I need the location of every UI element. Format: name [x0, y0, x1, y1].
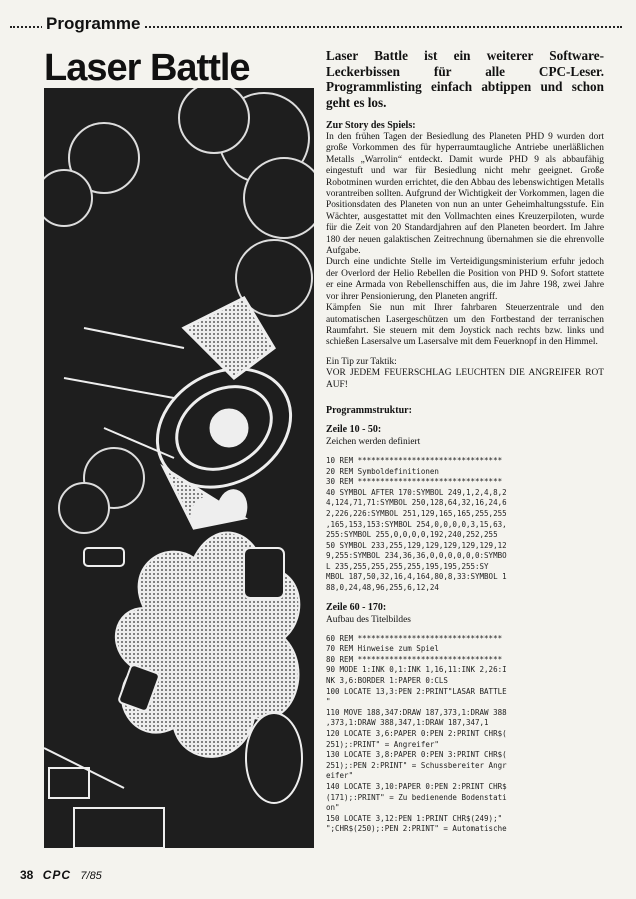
story-paragraph: Durch eine undichte Stelle im Verteidigungsministerium erfuhr jedoch der Overlord der Helio Rebellen die Position von PHD 9. Sofort stattete er eine Armada von Rebellenschiffen aus, die im Jahre 198, zwei Jahre vor ihrer Pensionierung, den Planeten angriff. [326, 257, 604, 302]
spaceship-illustration [44, 48, 314, 848]
code-listing: 10 REM ******************************** 20 REM Symboldefinitionen 30 REM ******************************** 40 SYMBOL AFTER 170:SYMBOL 249,1,2,4,8,2 4,124,71,71:SYMBOL 250,128,64,32,16,24,6 2,226,226:SYMBOL 251,129,165,165,255,255 ,165,153,153:SYMBOL 254,0,0,0,0,3,15,63, 255:SYMBOL 255,0,0,0,0,192,240,252,255 50 SYMBOL 233,255,129,129,129,129,129,12 9,255:SYMBOL 234,36,36,0,0,0,0,0,0:SYMBO L 235,255,255,255,255,195,195,255:SY MBOL 187,50,32,16,4,164,80,8,33:SYMBOL 1 88,0,24,48,96,255,6,12,24 [326, 455, 507, 593]
section-subtitle: Zeichen werden definiert [326, 436, 421, 447]
section-title: Zeile 60 - 170: [326, 601, 387, 613]
intro-paragraph: Laser Battle ist ein weiterer Software-Leckerbissen für alle CPC-Leser. Programmlisting einfach abtippen und schon geht es los. [326, 48, 604, 110]
illustration [44, 48, 314, 848]
page-footer [20, 868, 102, 882]
story-paragraph: In den frühen Tagen der Besiedlung des Planeten PHD 9 wurden dort große Vorkommen des für hyperraumtaugliche Antriebe unerläßlichen Metalls „Warrolin“ entdeckt. Damit wurde PHD 9 als abbaufähig eingestuft und war für Besiedlung nicht mehr geeignet. Große Robotminen wurden errichtet, die den Abbau des lebenswichtigen Metalls vorantreiben sollten. Aufgrund der Wichtigkeit der Vorkommen, lagen die Positionsdaten des Planeten von nun an unter Geheimhaltungsstufe. Ein Wächter, ausgestattet mit den Vollmachten eines Kreuzerpiloten, wurde für die Zeit von 20 Standardjahren auf den Planeten beordert. Im Jahre 180 der neuen galaktischen Zeitrechnung übernahmen sie die ehrenvolle Aufgabe. [326, 132, 604, 257]
story-paragraph: Kämpfen Sie nun mit Ihrer fahrbaren Steuerzentrale und den automatischen Lasergeschützen um den Fortbestand der terranischen Raumfahrt. Sie steuern mit dem Joystick nach rechts bzw. links und schießen Lasersalve um Lasersalve mit dem Feuerknopf in den Himmel. [326, 303, 604, 348]
story-title: Zur Story des Spiels: [326, 120, 416, 131]
structure-title: Programmstruktur: [326, 404, 412, 416]
article-body [326, 48, 604, 835]
tip-block [326, 357, 604, 391]
page-number: 38 [20, 868, 34, 882]
section-title: Zeile 10 - 50: [326, 423, 382, 435]
tip-title: Ein Tip zur Taktik: [326, 356, 397, 367]
article-headline: Laser Battle [44, 48, 314, 88]
code-listing: 60 REM ******************************** 70 REM Hinweise zum Spiel 80 REM ******************************** 90 MODE 1:INK 0,1:INK 1,16,11:INK 2,26:I NK 3,6:BORDER 1:PAPER 0:CLS 100 LOCATE 13,3:PEN 2:PRINT"LASAR BATTLE " 110 MOVE 188,347:DRAW 187,373,1:DRAW 388 ,373,1:DRAW 388,347,1:DRAW 187,347,1 120 LOCATE 3,6:PAPER 0:PEN 2:PRINT CHR$( 251);:PRINT" = Angreifer" 130 LOCATE 3,8:PAPER 0:PEN 3:PRINT CHR$( 251);:PEN 2:PRINT" = Schussbereiter Angr eifer" 140 LOCATE 3,10:PAPER 0:PEN 2:PRINT CHR$ (171);:PRINT" = Zu bedienende Bodenstati on" 150 LOCATE 3,12:PEN 1:PRINT CHR$(249);" ";CHR$(250);:PEN 2:PRINT" = Automatische [326, 633, 507, 834]
tip-text: VOR JEDEM FEUERSCHLAG LEUCHTEN DIE ANGREIFER ROT AUF! [326, 368, 604, 390]
magazine-logo: CPC [42, 868, 72, 882]
section-header [10, 14, 622, 34]
section-subtitle: Aufbau des Titelbildes [326, 614, 411, 625]
section-label: Programme [42, 14, 144, 34]
issue-number: 7/85 [80, 870, 102, 882]
